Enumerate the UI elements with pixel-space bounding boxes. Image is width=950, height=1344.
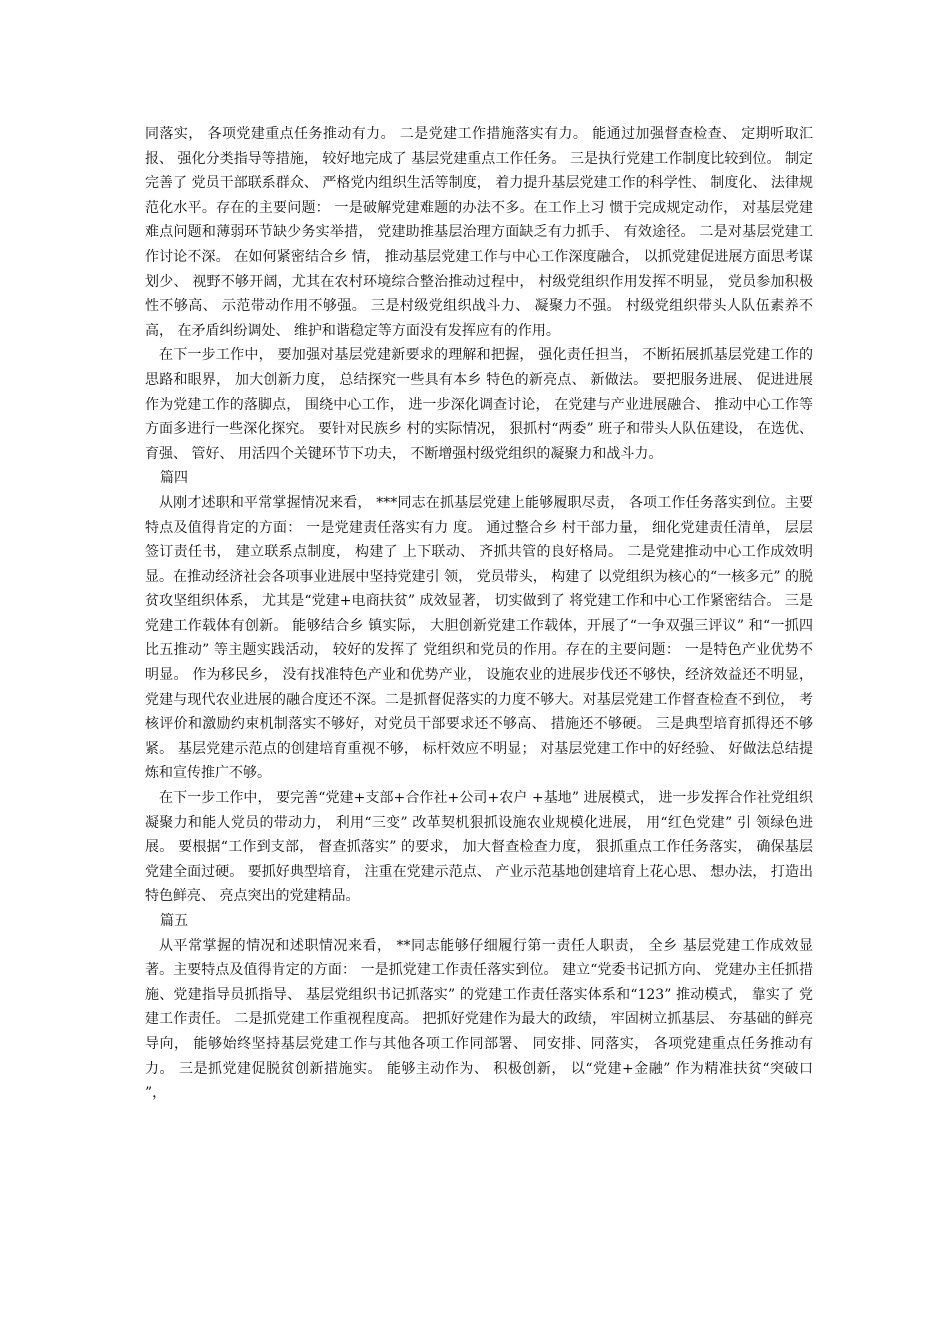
- section-heading-4: 篇四: [160, 470, 188, 487]
- paragraph-5: 从平常掌握的情况和述职情况来看， **同志能够仔细履行第一责任人职责， 全乡 基层党建工作成效显著。主要特点及值得肯定的方面： 一是抓党建工作责任落实到位。 建立“党委书记抓方向、 党建办主任抓措施、党建指导员抓指导、 基层党组织书记抓落实” 的党建工作责任落实体系和“123” 推动模式， 靠实了 党建工作责任。 二是抓党建工作重视程度高。 把抓好党建作为最大的政绩， 牢固树立抓基层、 夯基础的鲜亮导向， 能够始终坚持基层党建工作与其他各项工作同部署、 同安排、同落实， 各项党建重点任务推动有力。 三是抓党建促脱贫创新措施实。 能够主动作为、 积极创新， 以“党建+金融” 作为精准扶贫“突破口 ”，: [145, 937, 813, 1102]
- paragraph-4: 在下一步工作中， 要完善“党建+支部+合作社+公司+农户 +基地” 进展模式， 进一步发挥合作社党组织凝聚力和能人党员的带动力， 利用“三变” 改革契机狠抓设施农业规模化进展， 用“红色党建” 引 领绿色进展。 要根据“工作到支部， 督查抓落实” 的要求， 加大督查检查力度， 狠抓重点工作任务落实， 确保基层党建全面过硬。 要抓好典型培育， 注重在党建示范点、 产业示范基地创建培育上花心思、 想办法， 打造出特色鲜亮、 亮点突出的党建精品。: [145, 790, 813, 905]
- paragraph-3: 从刚才述职和平常掌握情况来看， ***同志在抓基层党建上能够履职尽责， 各项工作任务落实到位。主要特点及值得肯定的方面： 一是党建责任落实有力 度。 通过整合乡 村干部力量， 细化党建责任清单， 层层签订责任书， 建立联系点制度， 构建了 上下联动、 齐抓共管的良好格局。 二是党建推动中心工作成效明显。在推动经济社会各项事业进展中坚持党建引 领， 党员带头， 构建了 以党组织为核心的“一核多元” 的脱贫攻坚组织体系， 尤其是“党建+电商扶贫” 成效显著， 切实做到了 将党建工作和中心工作紧密结合。 三是党建工作载体有创新。 能够结合乡 镇实际， 大胆创新党建工作载体，开展了“一争双强三评议” 和“一抓四比五推动” 等主题实践活动， 较好的发挥了 党组织和党员的作用。存在的主要问题： 一是特色产业优势不明显。 作为移民乡， 没有找准特色产业和优势产业， 设施农业的进展步伐还不够快，经济效益还不明显， 党建与现代农业进展的融合度还不深。二是抓督促落实的力度不够大。对基层党建工作督查检查不到位， 考核评价和激励约束机制落实不够好，对党员干部要求还不够高、 措施还不够硬。 三是典型培育抓得还不够紧。 基层党建示范点的创建培育重视不够， 标杆效应不明显； 对基层党建工作中的好经验、 好做法总结提炼和宣传推广不够。: [145, 494, 813, 782]
- paragraph-2: 在下一步工作中， 要加强对基层党建新要求的理解和把握， 强化责任担当， 不断拓展抓基层党建工作的思路和眼界， 加大创新力度， 总结探究一些具有本乡 特色的新亮点、 新做法。 要把服务进展、 促进进展作为党建工作的落脚点， 围绕中心工作， 进一步深化调查讨论， 在党建与产业进展融合、 推动中心工作等方面多进行一些深化探究。 要针对民族乡 村的实际情况， 狠抓村“两委” 班子和带头人队伍建设， 在选优、 育强、 管好、 用活四个关键环节下功夫， 不断增强村级党组织的凝聚力和战斗力。: [145, 347, 813, 462]
- paragraph-1: 同落实， 各项党建重点任务推动有力。 二是党建工作措施落实有力。 能通过加强督查检查、 定期听取汇报、 强化分类指导等措施， 较好地完成了 基层党建重点工作任务。 三是执行党建工作制度比较到位。 制定完善了 党员干部联系群众、 严格党内组织生活等制度， 着力提升基层党建工作的科学性、 制度化、 法律规范化水平。存在的主要问题： 一是破解党建难题的办法不多。在工作上习 惯于完成规定动作， 对基层党建难点问题和薄弱环节缺少务实举措， 党建助推基层治理方面缺乏有力抓手、 有效途径。 二是对基层党建工作讨论不深。 在如何紧密结合乡 情， 推动基层党建工作与中心工作深度融合， 以抓党建促进展方面思考谋划少、 视野不够开阔，尤其在农村环境综合整治推动过程中， 村级党组织作用发挥不明显， 党员参加积极性不够高、 示范带动作用不够强。 三是村级党组织战斗力、 凝聚力不强。 村级党组织带头人队伍素养不高， 在矛盾纠纷调处、 维护和谐稳定等方面没有发挥应有的作用。: [145, 126, 813, 339]
- section-heading-5: 篇五: [160, 913, 188, 929]
- document-body: [145, 122, 813, 1106]
